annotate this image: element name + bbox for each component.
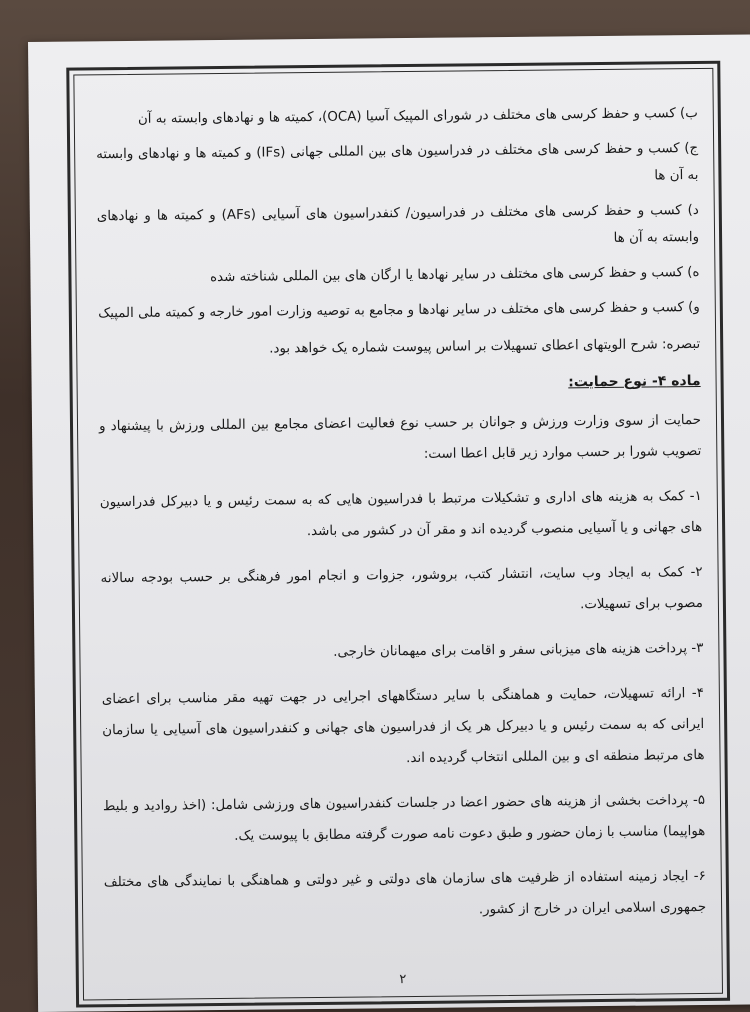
numbered-item-3: ۳- پرداخت هزینه های میزبانی سفر و اقامت برای میهمانان خارجی. xyxy=(333,640,704,660)
page-border xyxy=(66,61,730,1008)
document-page xyxy=(28,34,750,1012)
item-c: ج) کسب و حفظ کرسی های مختلف در فدراسیون های بین المللی جهانی (IFs) و کمیته ها و نهادهای وابسته به آن ها xyxy=(96,140,699,184)
numbered-item-6: ۶- ایجاد زمینه استفاده از ظرفیت های سازمان های دولتی و غیر دولتی و هماهنگی با نمایندگی های مختلف جمهوری اسلامی ایران در خارج از کشور. xyxy=(103,868,707,918)
article-heading: ماده ۴- نوع حمایت: xyxy=(568,372,701,391)
document-body xyxy=(96,100,707,943)
item-b: ب) کسب و حفظ کرسی های مختلف در شورای المپیک آسیا (OCA)، کمیته ها و نهادهای وابسته به آن xyxy=(137,105,698,127)
item-h: ه) کسب و حفظ کرسی های مختلف در سایر نهادها یا ارگان های بین المللی شناخته شده xyxy=(209,264,700,286)
article-intro: حمایت از سوی وزارت ورزش و جوانان بر حسب نوع فعالیت اعضای مجامع بین المللی ورزش با پیشنهاد و تصویب شورا بر حسب موارد زیر قابل اعطا است: xyxy=(98,412,702,462)
numbered-item-4: ۴- ارائه تسهیلات، حمایت و هماهنگی با سایر دستگاههای اجرایی در جهت تهیه مقر مناسب برای اعضای ایرانی که به سمت رئیس و یا دبیرکل هر یک از فدراسیون های جهانی و کنفدراسیون های آسیایی یا سازمان های مرتبط منطقه ای و بین المللی انتخاب گردیده اند. xyxy=(101,685,705,767)
note-text: تبصره: شرح الویتهای اعطای تسهیلات بر اساس پیوست شماره یک خواهد بود. xyxy=(269,336,701,357)
item-v: و) کسب و حفظ کرسی های مختلف در سایر نهادها و مجامع به توصیه وزارت امور خارجه و کمیته ملی المپیک xyxy=(98,299,700,322)
numbered-item-5: ۵- پرداخت بخشی از هزینه های حضور اعضا در جلسات کنفدراسیون های ورزشی شامل: (اخذ روادید و بلیط هواپیما) مناسب با زمان حضور و طبق دعوت نامه صورت گرفته مطابق با پیوست یک. xyxy=(102,792,706,844)
item-d: د) کسب و حفظ کرسی های مختلف در فدراسیون/ کنفدراسیون های آسیایی (AFs) و کمیته ها و نهادهای وابسته به آن ها xyxy=(96,202,700,246)
page-number: ۲ xyxy=(399,972,407,988)
numbered-item-1: ۱- کمک به هزینه های اداری و تشکیلات مرتبط با فدراسیون هایی که به سمت رئیس و یا دبیرکل فدراسیون های جهانی و یا آسیایی منصوب گردیده اند و مقر آن در کشور می باشد. xyxy=(99,488,703,540)
numbered-item-2: ۲- کمک به ایجاد وب سایت، انتشار کتب، بروشور، جزوات و انجام امور فرهنگی بر حسب بودجه سالانه مصوب برای تسهیلات. xyxy=(100,564,703,613)
